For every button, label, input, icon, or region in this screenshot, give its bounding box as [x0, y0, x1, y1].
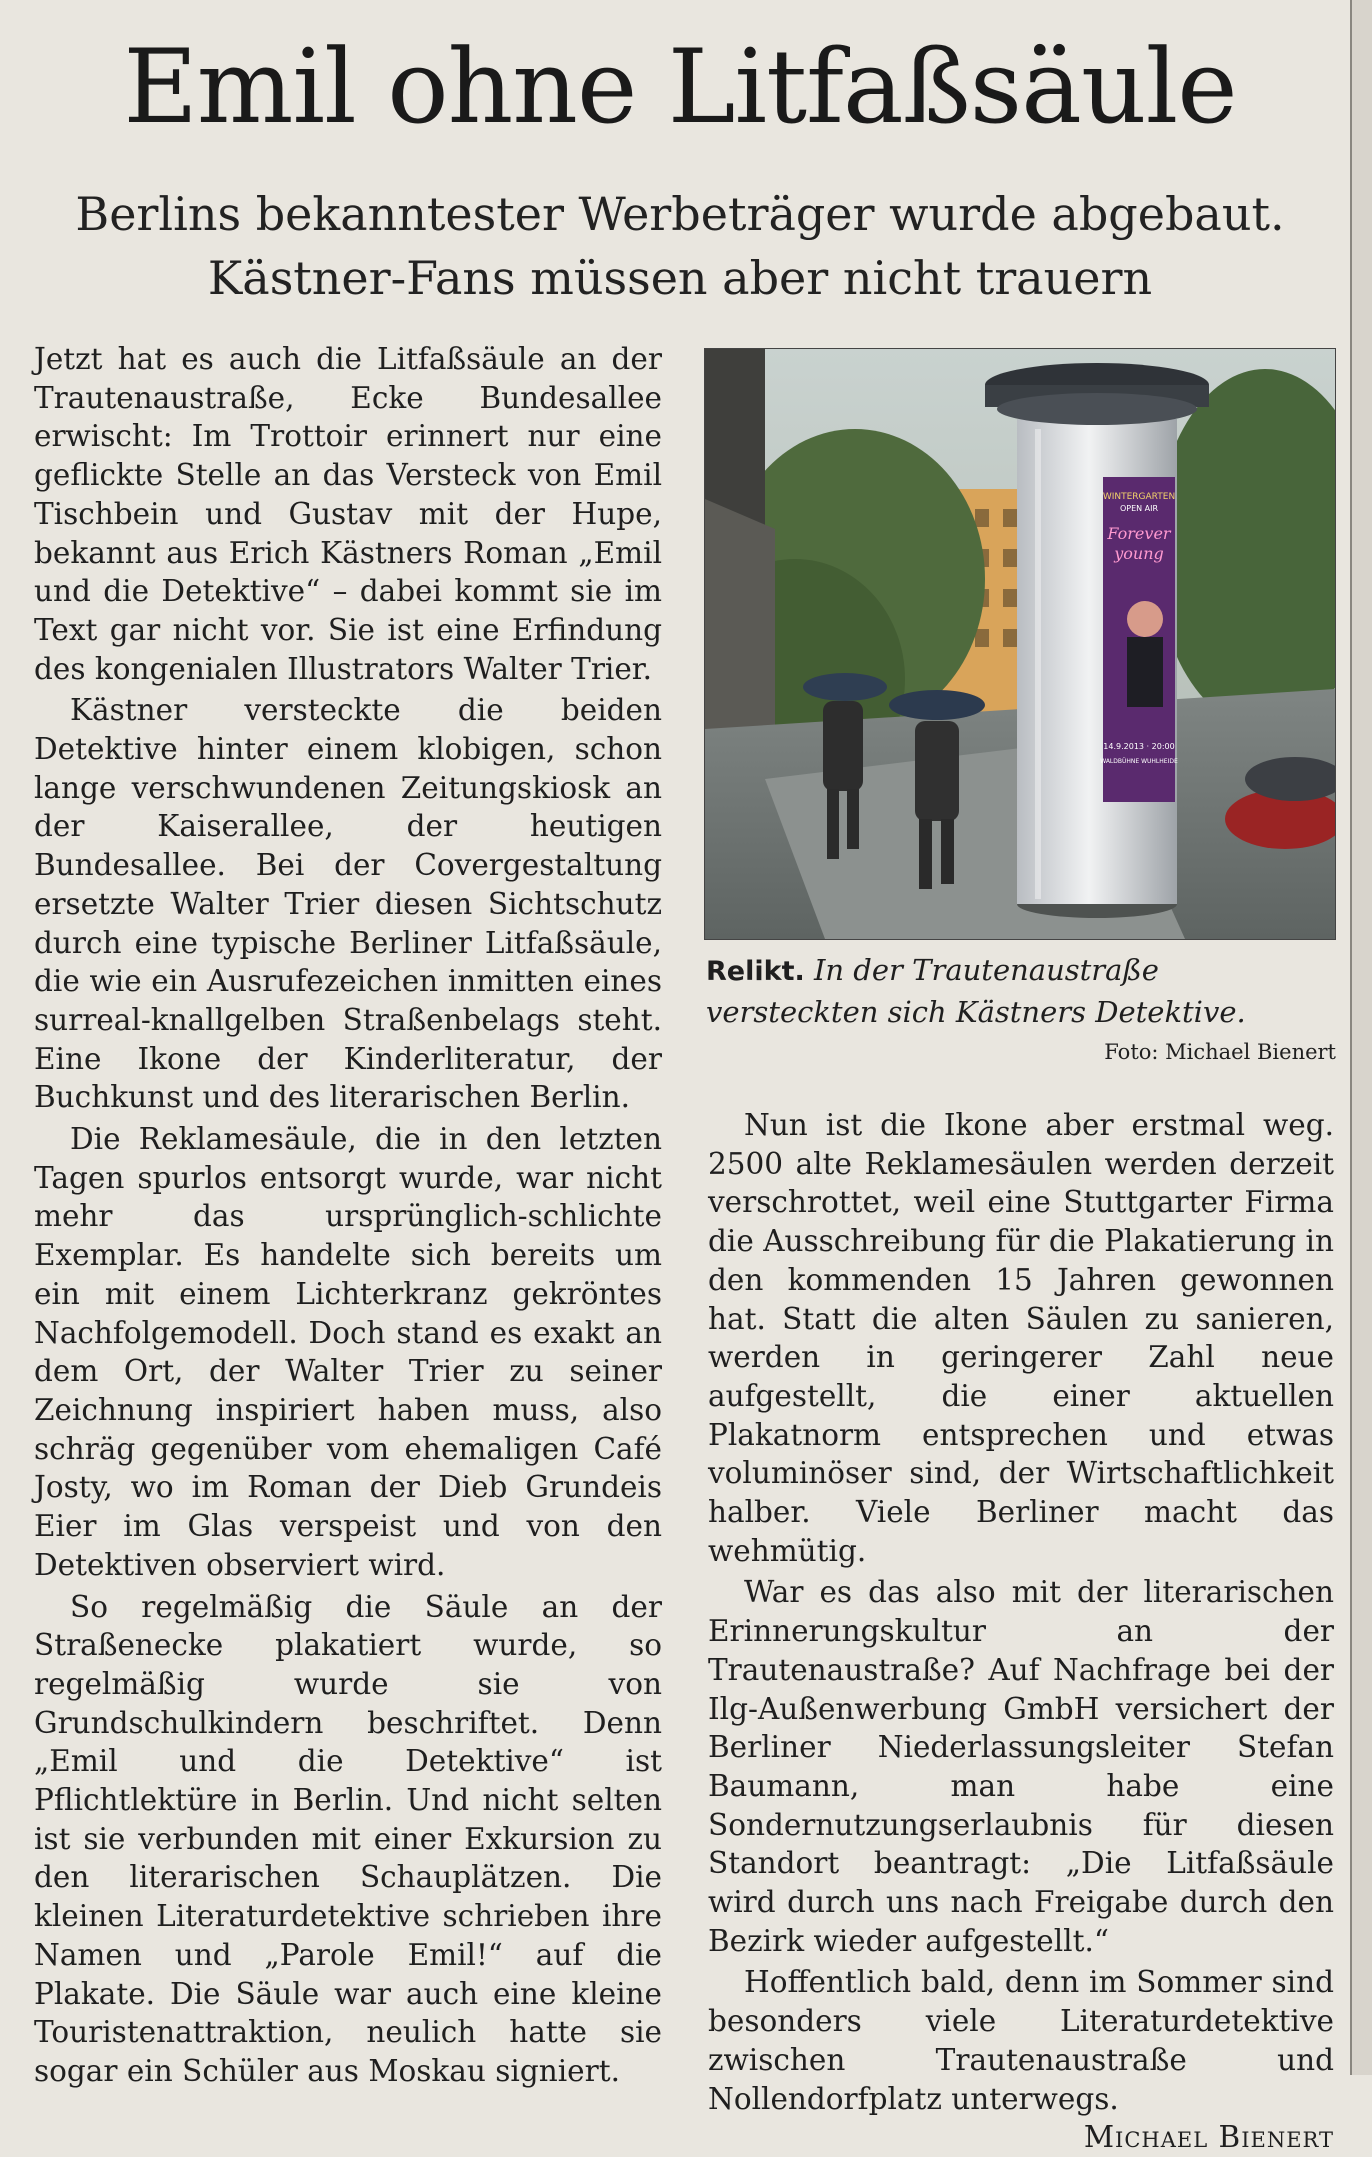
- paragraph-text: Hoffentlich bald, denn im Sommer sind besonders viele Literaturdetektive zwischen Trautenaustraße und Nollendorfplatz unterwegs.: [708, 1965, 1334, 2116]
- paragraph: So regelmäßig die Säule an der Straßenecke plakatiert wurde, so regelmäßig wurde sie von Grundschulkindern beschriftet. Denn „Emil und die Detektive“ ist Pflichtlektüre in Berlin. Und nicht selten ist sie verbunden mit einer Exkursion zu den literarischen Schauplätzen. Die kleinen Literaturdetektive schrieben ihre Namen und „Parole Emil!“ auf die Plakate. Die Säule war auch eine kleine Touristenattraktion, neulich hatte sie sogar ein Schüler aus Moskau signiert.: [34, 1589, 662, 2088]
- poster-date: 14.9.2013 · 20:00: [1103, 742, 1175, 751]
- poster-venue: WALDBÜHNE WUHLHEIDE: [1100, 758, 1178, 765]
- caption-text: In der Trautenaustraße versteckten sich Kästners Detektive.: [706, 953, 1246, 1029]
- paragraph: War es das also mit der literarischen Erinnerungskultur an der Trautenaustraße? Auf Nachfrage bei der Ilg-Außenwerbung GmbH versichert der Berliner Niederlassungsleiter Stefan Baumann, man habe eine Sondernutzungserlaubnis für diesen Standort beantragt: „Die Litfaßsäule wird durch uns nach Freigabe durch den Bezirk wieder aufgestellt.“: [708, 1575, 1334, 1958]
- paragraph: Die Reklamesäule, die in den letzten Tagen spurlos entsorgt wurde, war nicht mehr das ursprünglich-schlichte Exemplar. Es handelte sich bereits um ein mit einem Lichterkranz gekröntes Nachfolgemodell. Doch stand es exakt an dem Ort, der Walter Trier zu seiner Zeichnung inspiriert haben muss, also schräg gegenüber vom ehemaligen Café Josty, wo im Roman der Dieb Grundeis Eier im Glas verspeist und von den Detektiven observiert wird.: [34, 1122, 662, 1582]
- left-column: [34, 340, 662, 2091]
- poster-title-1: Forever: [1107, 524, 1171, 543]
- headline: Emil ohne Litfaßsäule: [123, 28, 1237, 147]
- poster-line-2: OPEN AIR: [1119, 504, 1159, 513]
- poster-title-2: young: [1114, 544, 1164, 563]
- photo-caption: [706, 950, 1336, 1072]
- photo-credit: Foto: Michael Bienert: [1104, 1040, 1336, 1064]
- paragraph: Nun ist die Ikone aber erstmal weg. 2500 alte Reklamesäulen werden derzeit verschrottet, weil eine Stuttgarter Firma die Ausschreibung für die Plakatierung in den kommenden 15 Jahren gewonnen hat. Statt die alten Säulen zu sanieren, werden in geringerer Zahl neue aufgestellt, die einer aktuellen Plakatnorm entsprechen und etwas voluminöser sind, der Wirtschaftlichkeit halber. Viele Berliner macht das wehmütig.: [708, 1108, 1334, 1568]
- caption-lead: Relikt.: [706, 956, 805, 987]
- page-edge: [1350, 0, 1372, 2075]
- author-byline: Michael Bienert: [1083, 2120, 1334, 2155]
- photo-illustration: [705, 349, 1335, 939]
- subheadline: [20, 182, 1340, 310]
- subheadline-line-1: Berlins bekanntester Werbeträger wurde abgebaut.: [75, 187, 1285, 241]
- right-column: [708, 1106, 1334, 2157]
- paragraph: Jetzt hat es auch die Litfaßsäule an der Trautenaustraße, Ecke Bundesallee erwischt: Im Trottoir erinnert nur eine geflickte Stelle an das Versteck von Emil Tischbein und Gustav mit der Hupe, bekannt aus Erich Kästners Roman „Emil und die Detektive“ – dabei kommt sie im Text gar nicht vor. Sie ist eine Erfindung des kongenialen Illustrators Walter Trier.: [34, 342, 662, 686]
- paragraph: [708, 1963, 1334, 2155]
- paragraph: Kästner versteckte die beiden Detektive hinter einem klobigen, schon lange verschwundenen Zeitungskiosk an der Kaiserallee, der heutigen Bundesallee. Bei der Covergestaltung ersetzte Walter Trier diesen Sichtschutz durch eine typische Berliner Litfaßsäule, die wie ein Ausrufezeichen inmitten eines surreal-knallgelben Straßenbelags steht. Eine Ikone der Kinderliteratur, der Buchkunst und des literarischen Berlin.: [34, 693, 662, 1115]
- subheadline-line-2: Kästner-Fans müssen aber nicht trauern: [207, 251, 1153, 305]
- poster-line-1: WINTERGARTEN: [1102, 492, 1176, 502]
- article-photo: [704, 348, 1336, 940]
